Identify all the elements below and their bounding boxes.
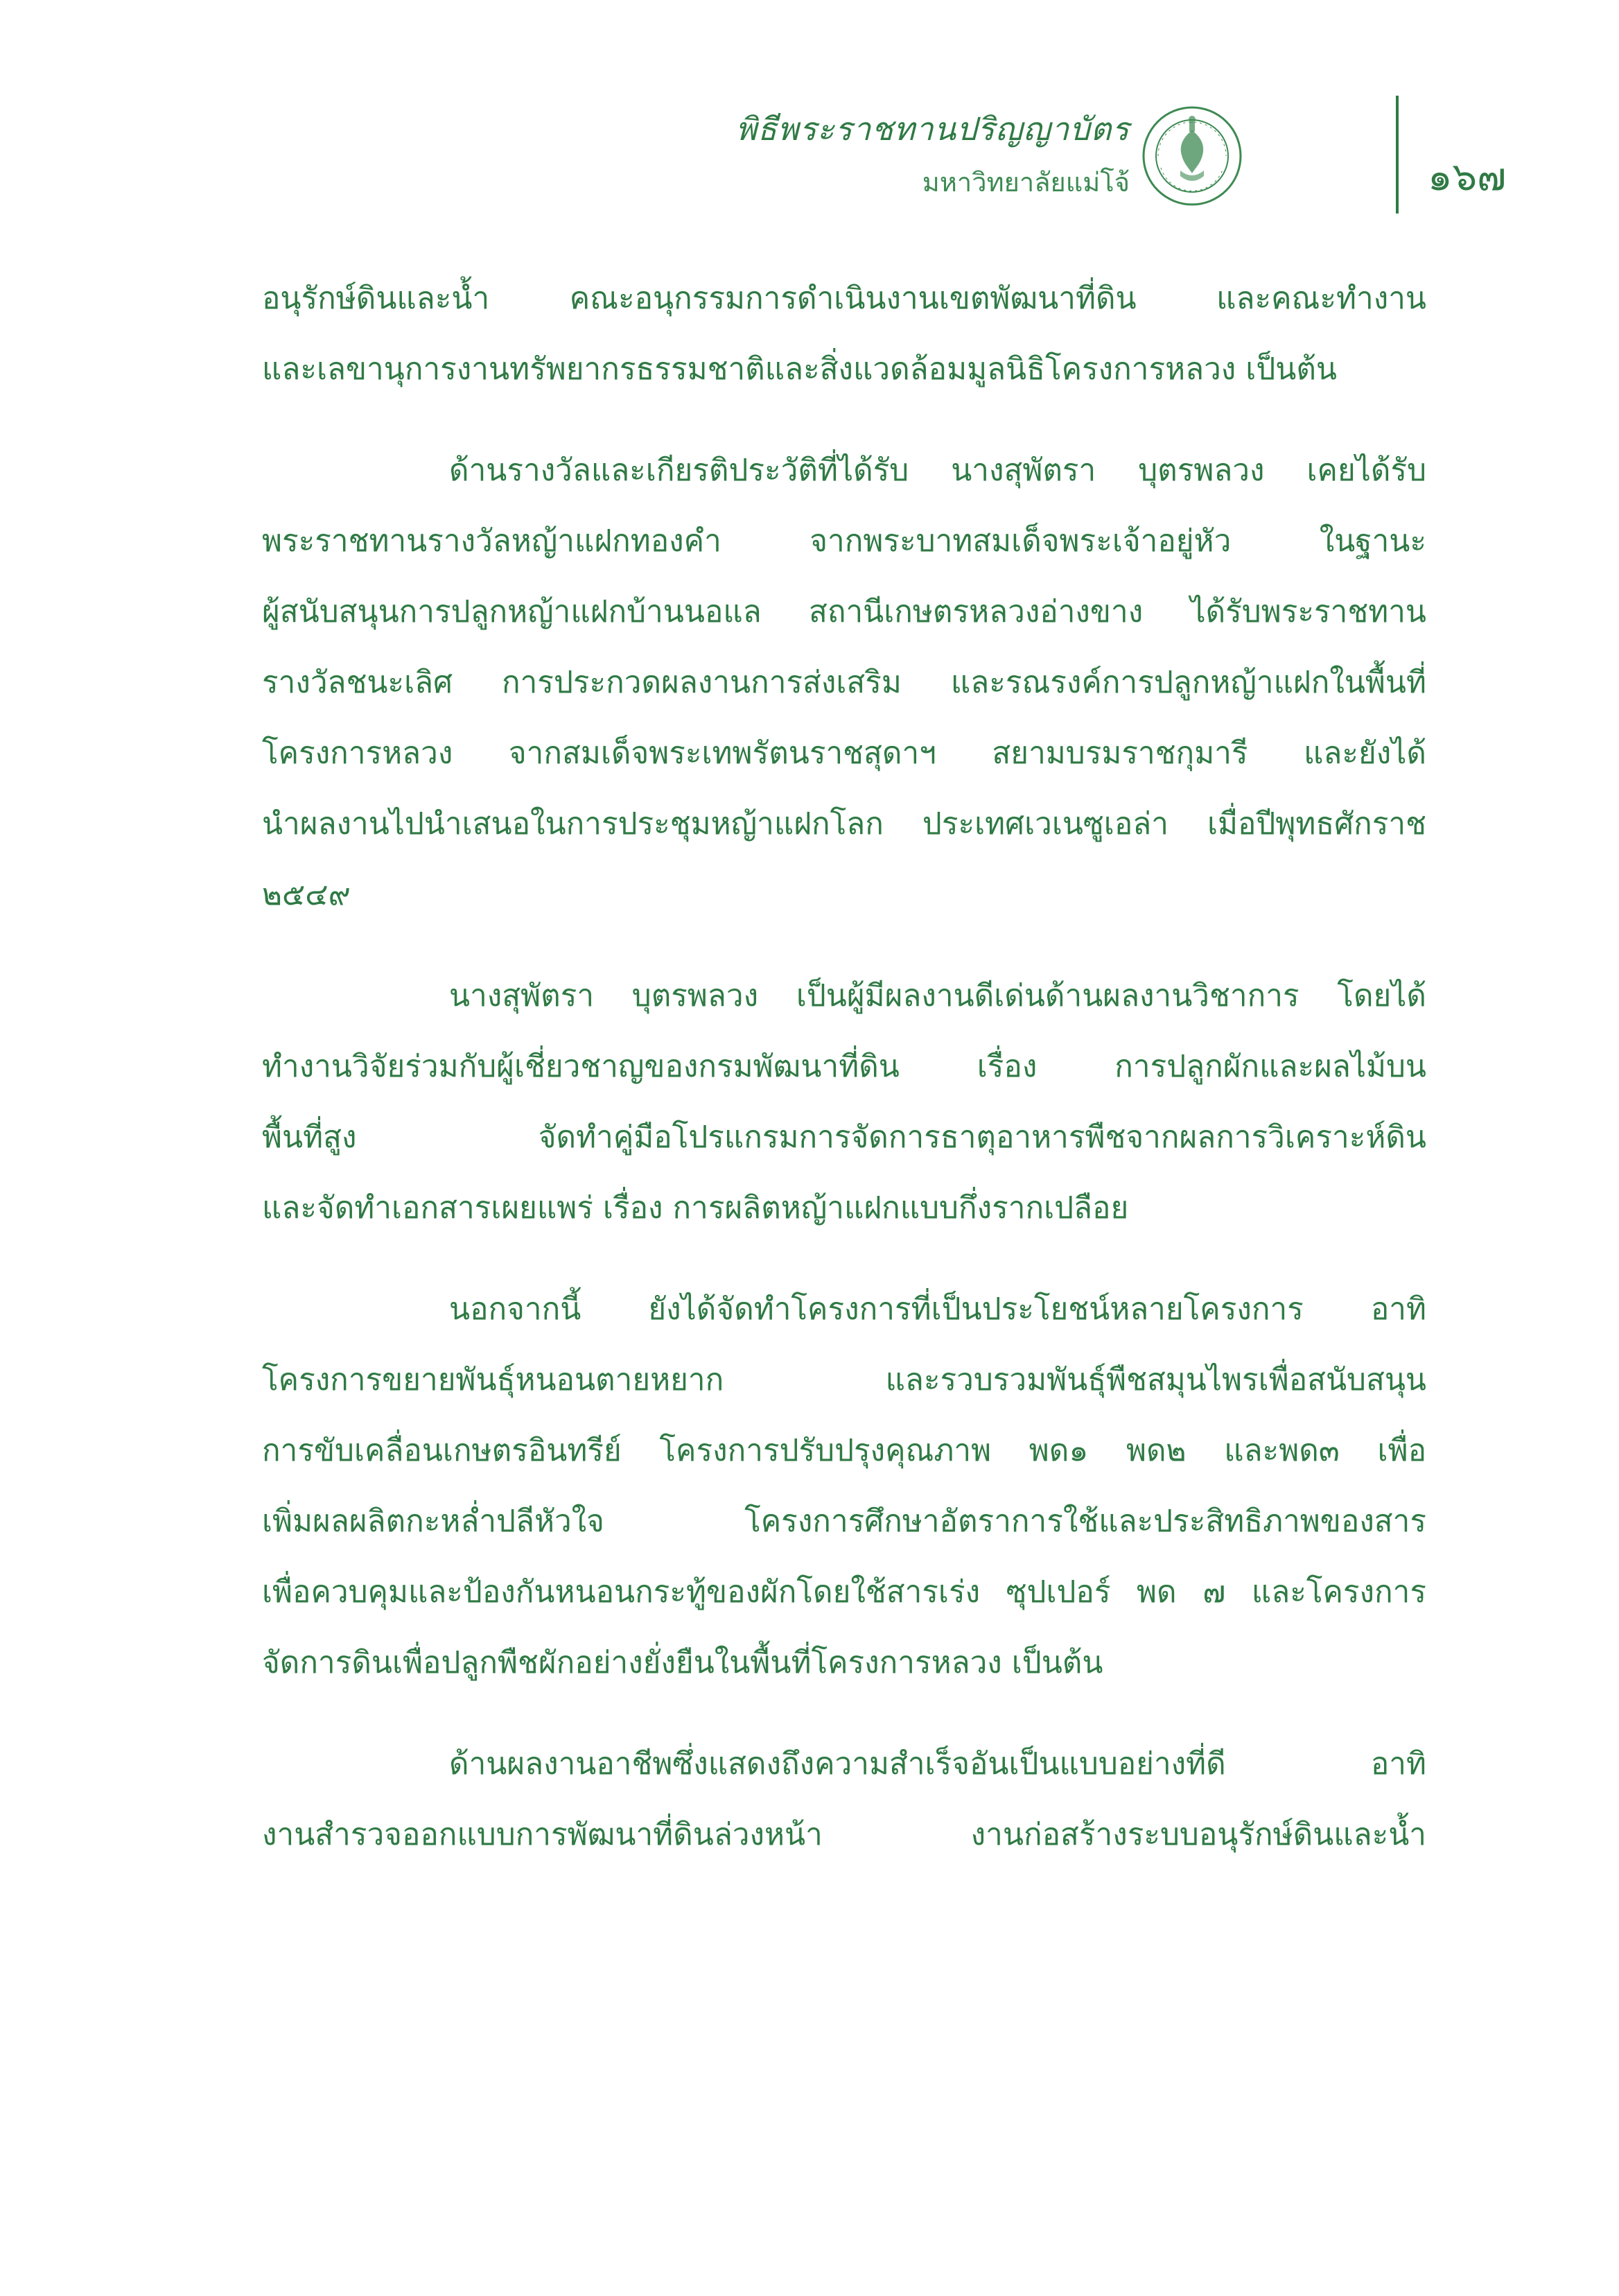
- text-line: และจัดทำเอกสารเผยแพร่ เรื่อง การผลิตหญ้าแฝกแบบกึ่งรากเปลือย: [262, 1190, 1129, 1226]
- text-line: งานสำรวจออกแบบการพัฒนาที่ดินล่วงหน้า งานก่อสร้างระบบอนุรักษ์ดินและน้ำ: [262, 1817, 1426, 1852]
- paragraph: [262, 1274, 1426, 1698]
- paragraph-gap: [262, 1244, 1426, 1274]
- maejo-university-seal-icon: [1140, 104, 1244, 208]
- page-header: [735, 104, 1507, 222]
- text-line: การขับเคลื่อนเกษตรอินทรีย์ โครงการปรับปรุงคุณภาพ พด๑ พด๒ และพด๓ เพื่อ: [262, 1433, 1426, 1468]
- text-line: นอกจากนี้ ยังได้จัดทำโครงการที่เป็นประโยชน์หลายโครงการ อาทิ: [449, 1292, 1426, 1327]
- paragraph: [262, 961, 1426, 1244]
- text-line: เพิ่มผลผลิตกะหล่ำปลีหัวใจ โครงการศึกษาอัตราการใช้และประสิทธิภาพของสาร: [262, 1504, 1426, 1539]
- text-line: โครงการขยายพันธุ์หนอนตายหยาก และรวบรวมพันธุ์พืชสมุนไพรเพื่อสนับสนุน: [262, 1362, 1426, 1398]
- text-line: ทำงานวิจัยร่วมกับผู้เชี่ยวชาญของกรมพัฒนาที่ดิน เรื่อง การปลูกผักและผลไม้บน: [262, 1049, 1426, 1084]
- university-name: มหาวิทยาลัยแม่โจ้: [922, 167, 1130, 198]
- text-line: นางสุพัตรา บุตรพลวง เป็นผู้มีผลงานดีเด่นด้านผลงานวิชาการ โดยได้: [449, 978, 1426, 1014]
- text-line: เพื่อควบคุมและป้องกันหนอนกระทู้ของผักโดยใช้สารเร่ง ซุปเปอร์ พด ๗ และโครงการ: [262, 1574, 1426, 1610]
- paragraph-gap: [262, 930, 1426, 961]
- paragraph: [262, 435, 1426, 930]
- text-line: ด้านรางวัลและเกียรติประวัติที่ได้รับ นางสุพัตรา บุตรพลวง เคยได้รับ: [449, 453, 1426, 488]
- text-line: และเลขานุการงานทรัพยากรธรรมชาติและสิ่งแวดล้อมมูลนิธิโครงการหลวง เป็นต้น: [262, 351, 1337, 387]
- paragraph: [262, 1729, 1426, 1870]
- text-line: รางวัลชนะเลิศ การประกวดผลงานการส่งเสริม และรณรงค์การปลูกหญ้าแฝกในพื้นที่: [262, 665, 1426, 700]
- text-line: โครงการหลวง จากสมเด็จพระเทพรัตนราชสุดาฯ สยามบรมราชกุมารี และยังได้: [262, 736, 1426, 771]
- ceremony-title: พิธีพระราชทานปริญญาบัตร: [735, 110, 1130, 148]
- text-line: ผู้สนับสนุนการปลูกหญ้าแฝกบ้านนอแล สถานีเกษตรหลวงอ่างขาง ได้รับพระราชทาน: [262, 594, 1426, 629]
- text-line: ด้านผลงานอาชีพซึ่งแสดงถึงความสำเร็จอันเป็นแบบอย่างที่ดี อาทิ: [449, 1746, 1426, 1782]
- text-line: นำผลงานไปนำเสนอในการประชุมหญ้าแฝกโลก ประเทศเวเนซูเอล่า เมื่อปีพุทธศักราช: [262, 806, 1426, 842]
- paragraph-gap: [262, 405, 1426, 435]
- text-line: อนุรักษ์ดินและน้ำ คณะอนุกรรมการดำเนินงานเขตพัฒนาที่ดิน และคณะทำงาน: [262, 281, 1426, 316]
- paragraph: [262, 263, 1426, 405]
- page-number: ๑๖๗: [1428, 155, 1507, 200]
- text-line: ๒๕๔๙: [262, 877, 351, 912]
- paragraph-gap: [262, 1698, 1426, 1729]
- text-line: พระราชทานรางวัลหญ้าแฝกทองคำ จากพระบาทสมเด็จพระเจ้าอยู่หัว ในฐานะ: [262, 523, 1426, 559]
- header-divider: [1396, 96, 1399, 214]
- text-line: จัดการดินเพื่อปลูกพืชผักอย่างยั่งยืนในพื้นที่โครงการหลวง เป็นต้น: [262, 1645, 1103, 1680]
- text-line: พื้นที่สูง จัดทำคู่มือโปรแกรมการจัดการธาตุอาหารพืชจากผลการวิเคราะห์ดิน: [262, 1120, 1426, 1155]
- document-body: [262, 263, 1426, 1870]
